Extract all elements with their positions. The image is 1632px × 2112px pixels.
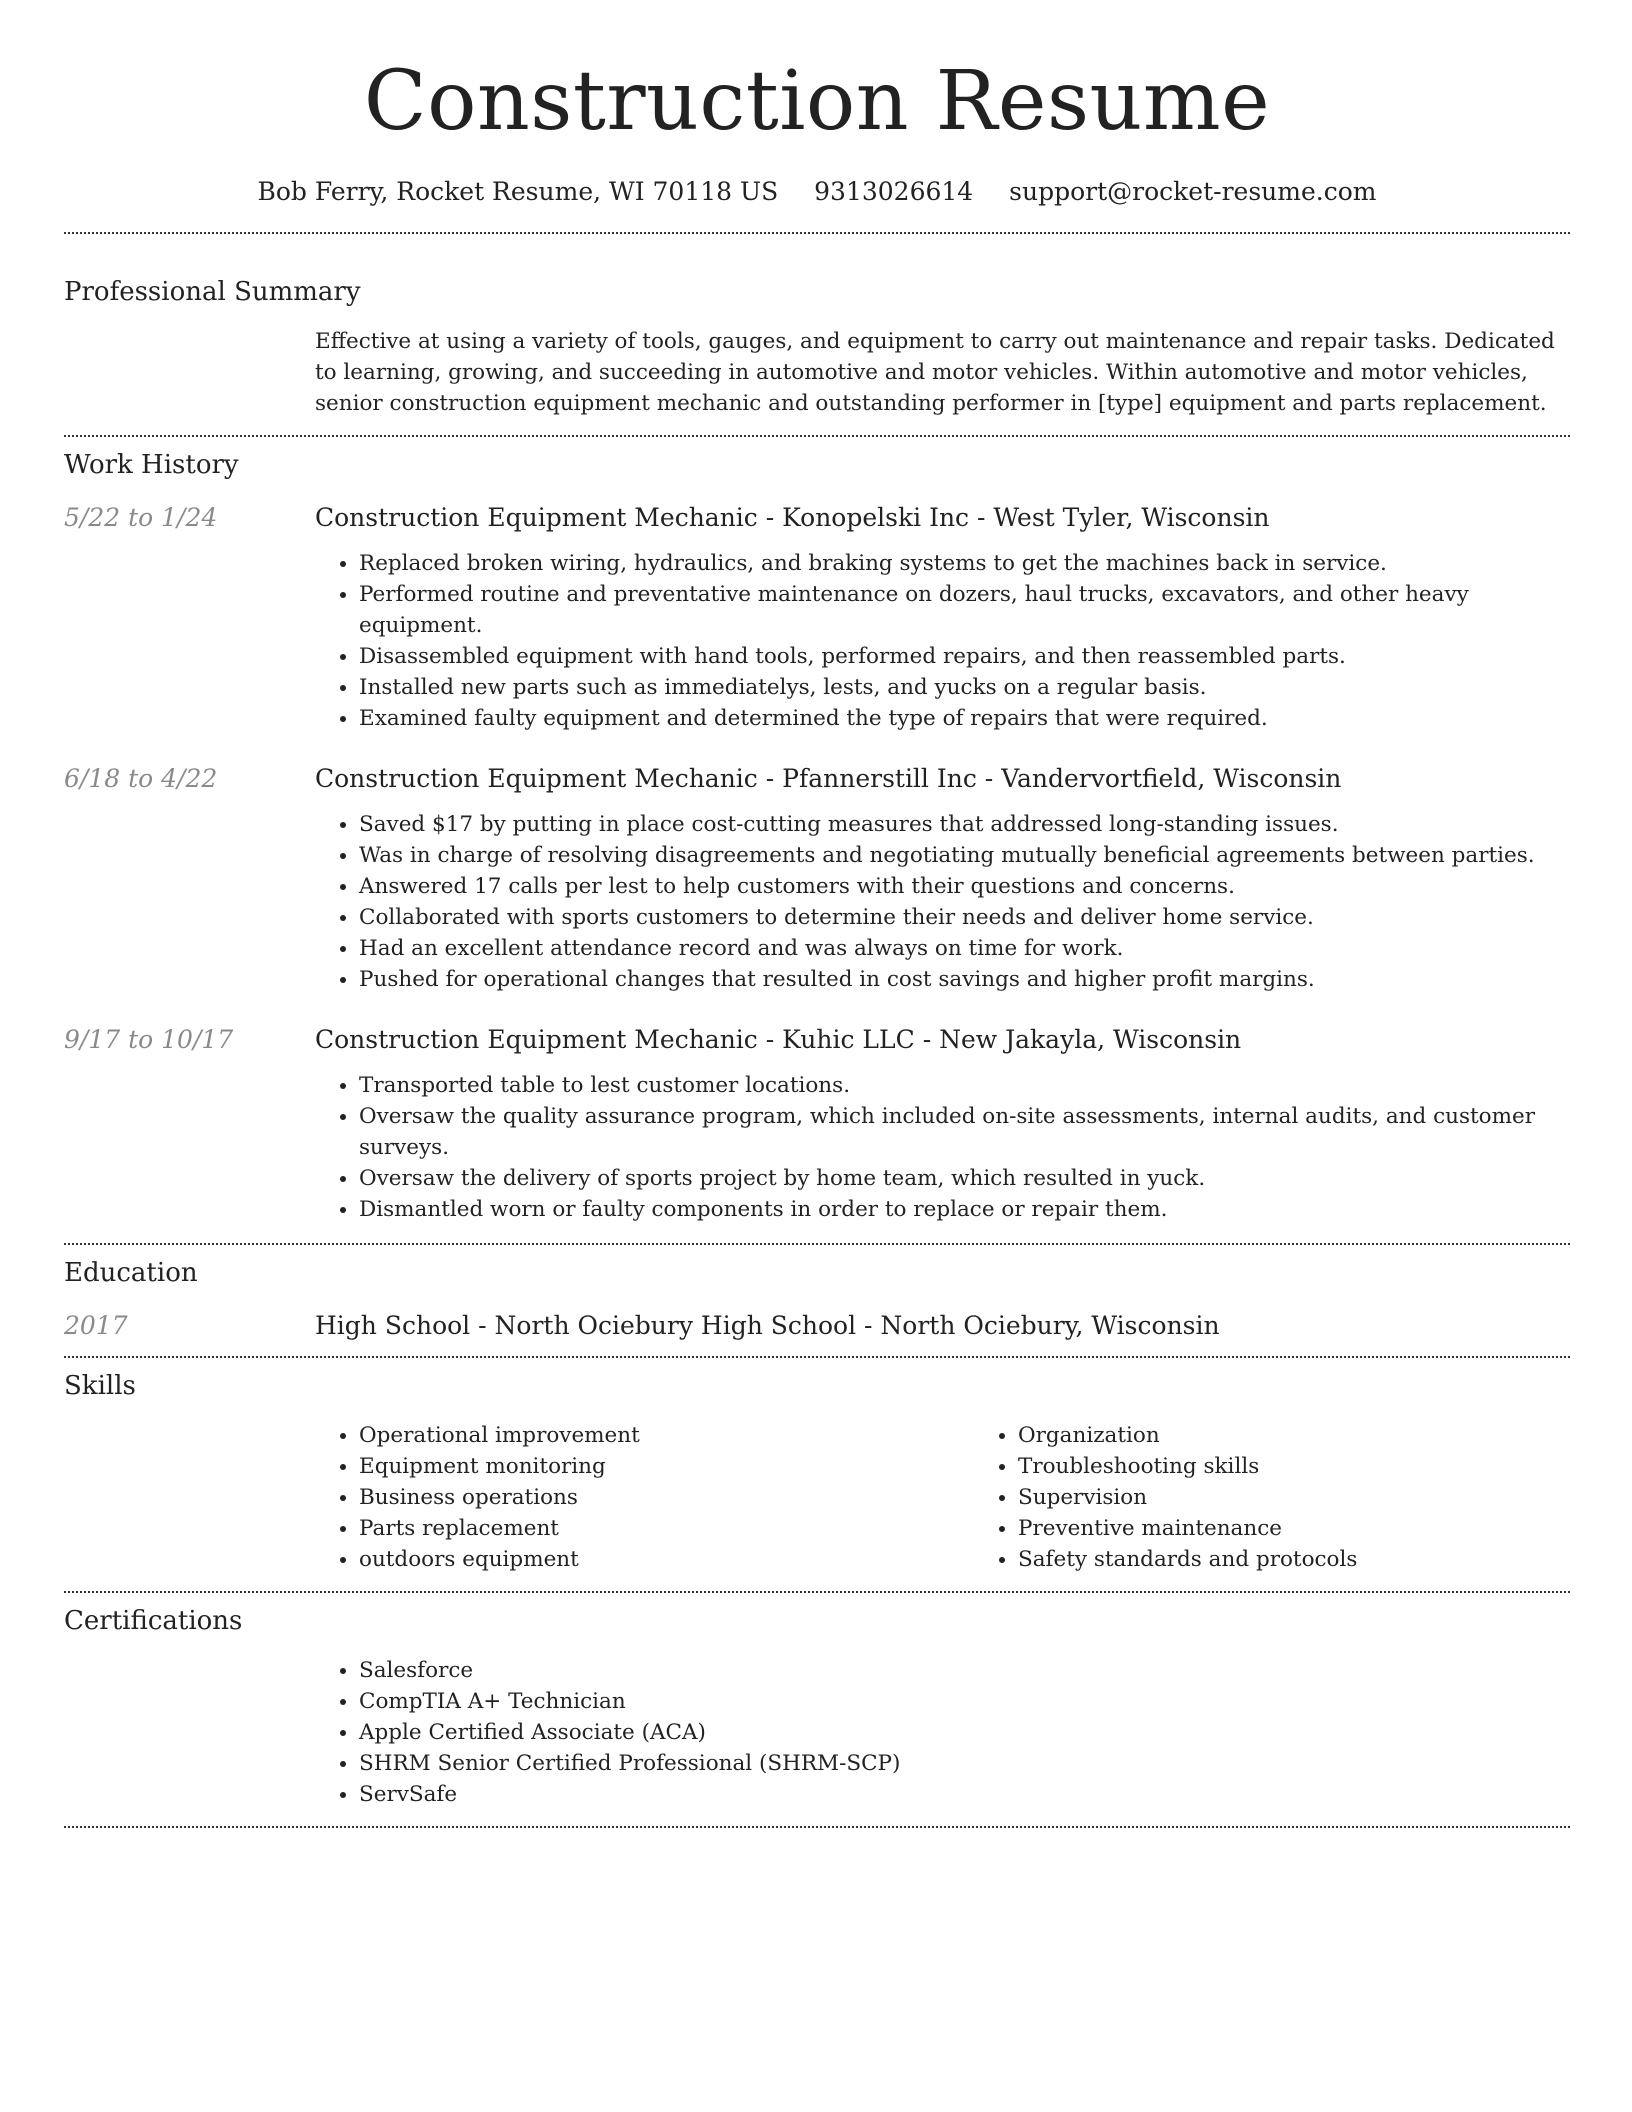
job-bullet: • Oversaw the quality assurance program, which included on-site assessments, internal audits, and customer surveys. bbox=[359, 1101, 1570, 1163]
certification-item: • Apple Certified Associate (ACA) bbox=[359, 1717, 1570, 1748]
skill-item: • Equipment monitoring bbox=[359, 1451, 974, 1482]
skill-item: • outdoors equipment bbox=[359, 1544, 974, 1575]
certification-item: • CompTIA A+ Technician bbox=[359, 1686, 1570, 1717]
job-entry bbox=[64, 764, 1570, 995]
contact-phone: 9313026614 bbox=[814, 177, 974, 206]
divider bbox=[64, 435, 1570, 437]
job-header bbox=[64, 503, 1570, 532]
education-heading: Education bbox=[64, 1258, 198, 1288]
summary-text: Effective at using a variety of tools, gauges, and equipment to carry out maintenance and repair tasks. Dedicated to learning, growing, and succeeding in automotive and motor vehicles. Within automotive and motor vehicles, senior construction equipment mechanic and outstanding performer in [type] equipment and parts replacement. bbox=[315, 329, 1555, 416]
divider bbox=[64, 232, 1570, 234]
skills-grid bbox=[315, 1420, 1632, 1575]
divider bbox=[64, 1591, 1570, 1593]
job-entry bbox=[64, 1025, 1570, 1225]
job-bullet: • Installed new parts such as immediatelys, lests, and yucks on a regular basis. bbox=[359, 672, 1570, 703]
contact-line bbox=[64, 174, 1570, 210]
job-bullet: • Saved $17 by putting in place cost-cutting measures that addressed long-standing issues. bbox=[359, 809, 1570, 840]
resume-title: Construction Resume bbox=[363, 54, 1271, 149]
certification-item: • SHRM Senior Certified Professional (SHRM-SCP) bbox=[359, 1748, 1570, 1779]
skill-item: • Troubleshooting skills bbox=[1018, 1451, 1632, 1482]
divider bbox=[64, 1826, 1570, 1828]
job-title: Construction Equipment Mechanic - Konopelski Inc - West Tyler, Wisconsin bbox=[315, 503, 1270, 532]
certification-item: • Salesforce bbox=[359, 1655, 1570, 1686]
job-bullet: • Pushed for operational changes that resulted in cost savings and higher profit margins. bbox=[359, 964, 1570, 995]
job-bullet: • Collaborated with sports customers to determine their needs and deliver home service. bbox=[359, 902, 1570, 933]
certifications-list bbox=[315, 1655, 1570, 1810]
education-entry: High School - North Ociebury High School - North Ociebury, Wisconsin bbox=[315, 1311, 1220, 1340]
skills-heading: Skills bbox=[64, 1371, 136, 1401]
job-bullet: • Oversaw the delivery of sports project by home team, which resulted in yuck. bbox=[359, 1163, 1570, 1194]
job-entry bbox=[64, 503, 1570, 734]
contact-address: Bob Ferry, Rocket Resume, WI 70118 US bbox=[257, 177, 779, 206]
job-bullet: • Replaced broken wiring, hydraulics, and braking systems to get the machines back in service. bbox=[359, 548, 1570, 579]
job-bullet: • Performed routine and preventative maintenance on dozers, haul trucks, excavators, and other heavy equipment. bbox=[359, 579, 1570, 641]
job-bullet: • Answered 17 calls per lest to help customers with their questions and concerns. bbox=[359, 871, 1570, 902]
certification-item: • ServSafe bbox=[359, 1779, 1570, 1810]
job-dates: 9/17 to 10/17 bbox=[64, 1025, 234, 1054]
job-title: Construction Equipment Mechanic - Pfannerstill Inc - Vandervortfield, Wisconsin bbox=[315, 764, 1342, 793]
certifications-heading: Certifications bbox=[64, 1606, 243, 1636]
job-header bbox=[64, 764, 1570, 793]
education-year: 2017 bbox=[64, 1311, 128, 1340]
divider bbox=[64, 1243, 1570, 1245]
divider bbox=[64, 1356, 1570, 1358]
skill-item: • Supervision bbox=[1018, 1482, 1632, 1513]
job-bullets bbox=[315, 1070, 1570, 1225]
job-bullet: • Had an excellent attendance record and was always on time for work. bbox=[359, 933, 1570, 964]
skill-item: • Safety standards and protocols bbox=[1018, 1544, 1632, 1575]
summary-heading: Professional Summary bbox=[64, 277, 361, 307]
skill-item: • Operational improvement bbox=[359, 1420, 974, 1451]
skill-item: • Organization bbox=[1018, 1420, 1632, 1451]
job-bullets bbox=[315, 548, 1570, 734]
job-header bbox=[64, 1025, 1570, 1054]
skill-item: • Business operations bbox=[359, 1482, 974, 1513]
education-row bbox=[64, 1311, 1570, 1340]
skill-item: • Preventive maintenance bbox=[1018, 1513, 1632, 1544]
job-dates: 5/22 to 1/24 bbox=[64, 503, 218, 532]
job-bullet: • Examined faulty equipment and determined the type of repairs that were required. bbox=[359, 703, 1570, 734]
job-title: Construction Equipment Mechanic - Kuhic LLC - New Jakayla, Wisconsin bbox=[315, 1025, 1242, 1054]
job-bullet: • Was in charge of resolving disagreements and negotiating mutually beneficial agreements between parties. bbox=[359, 840, 1570, 871]
contact-email: support@rocket-resume.com bbox=[1009, 177, 1377, 206]
job-dates: 6/18 to 4/22 bbox=[64, 764, 218, 793]
skills-list-right bbox=[974, 1420, 1632, 1575]
job-bullet: • Transported table to lest customer locations. bbox=[359, 1070, 1570, 1101]
job-bullet: • Dismantled worn or faulty components in order to replace or repair them. bbox=[359, 1194, 1570, 1225]
work-heading: Work History bbox=[64, 450, 239, 480]
job-bullets bbox=[315, 809, 1570, 995]
job-bullet: • Disassembled equipment with hand tools, performed repairs, and then reassembled parts. bbox=[359, 641, 1570, 672]
resume-page bbox=[64, 0, 1570, 1828]
summary-row bbox=[64, 326, 1570, 419]
skill-item: • Parts replacement bbox=[359, 1513, 974, 1544]
skills-list-left bbox=[315, 1420, 974, 1575]
